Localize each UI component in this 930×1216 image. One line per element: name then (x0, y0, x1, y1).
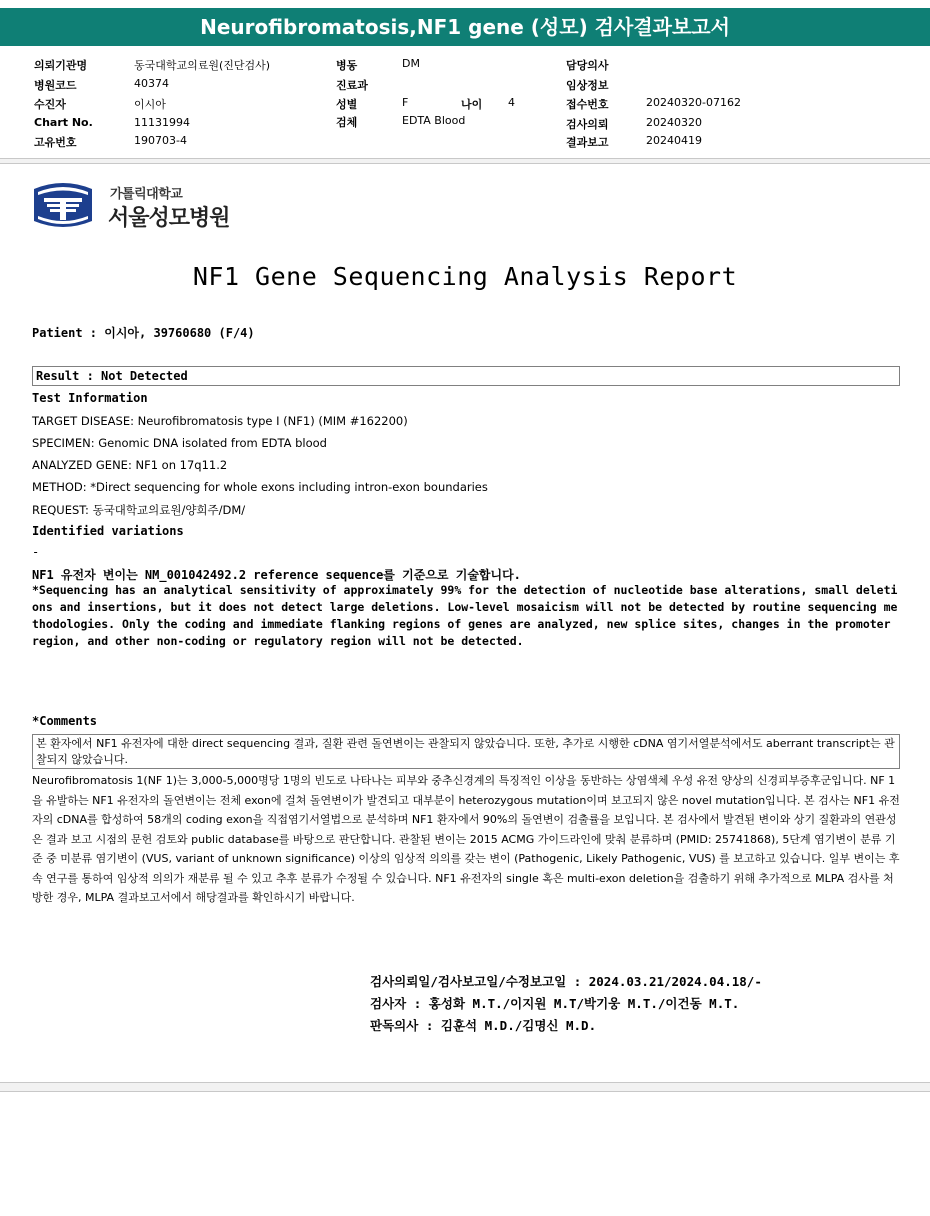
comment-summary: 본 환자에서 NF1 유전자에 대한 direct sequencing 결과, 질환 관련 돌연변이는 관찰되지 않았습니다. 또한, 추가로 시행한 cDNA 염기서열분석에서도 aberrant transcript는 관찰되지 않았습니다. (36, 737, 895, 766)
report-title: NF1 Gene Sequencing Analysis Report (192, 262, 738, 291)
technicians-line: 검사자 : 홍성화 M.T./이지원 M.T/박기웅 M.T./이건동 M.T. (370, 996, 740, 1011)
comment-box (32, 734, 900, 769)
patient-value: 이시아 (134, 98, 166, 111)
specimen-value: EDTA Blood (402, 114, 466, 127)
unique-no-value: 190703-4 (134, 134, 187, 147)
institution-label: 의뢰기관명 (34, 59, 88, 72)
hospital-code-value: 40374 (134, 77, 169, 90)
section-divider (0, 158, 930, 164)
specimen-line: SPECIMEN: Genomic DNA isolated from EDTA blood (32, 436, 327, 450)
sensitivity-note: *Sequencing has an analytical sensitivity of approximately 99% for the detection of nucleotide base alterations, small deletions and insertions, but it does not detect large deletions. Low-level mosaicism will not be detected by routine sequencing methodologies. Only the coding and immediate flanking regions of genes are analyzed, new splice sites, changes in the promoter region, and other non-coding or regulatory region will not be detected. (32, 583, 898, 648)
chart-no-label: Chart No. (34, 116, 93, 129)
report-header-title: Neurofibromatosis,NF1 gene (성모) 검사결과보고서 (200, 15, 730, 39)
test-info-heading: Test Information (32, 391, 148, 405)
age-value: 4 (508, 96, 515, 109)
clinical-label: 임상정보 (566, 79, 609, 92)
report-title-bar (0, 8, 930, 46)
patient-line: Patient : 이시아, 39760680 (F/4) (32, 326, 255, 340)
ward-label: 병동 (336, 59, 358, 72)
comments-heading: *Comments (32, 714, 98, 728)
sex-value: F (402, 96, 409, 109)
request-date-value: 20240320 (646, 116, 702, 129)
logo-subtitle: 가톨릭대학교 (110, 187, 183, 202)
doctors-line: 판독의사 : 김훈석 M.D./김명신 M.D. (370, 1018, 597, 1033)
hospital-code-label: 병원코드 (34, 79, 77, 92)
specimen-label: 검체 (336, 116, 358, 129)
result-text: Result : Not Detected (36, 369, 188, 383)
dates-line: 검사의뢰일/검사보고일/수정보고일 : 2024.03.21/2024.04.18/- (370, 974, 762, 989)
target-disease-line: TARGET DISEASE: Neurofibromatosis type I (NF1) (MIM #162200) (32, 414, 408, 428)
doctor-label: 담당의사 (566, 59, 609, 72)
reference-note: NF1 유전자 변이는 NM_001042492.2 reference sequence를 기준으로 기술합니다. (32, 568, 521, 582)
age-label: 나이 (461, 98, 483, 111)
hospital-logo (32, 181, 242, 235)
comment-body: Neurofibromatosis 1(NF 1)는 3,000-5,000명당 1명의 빈도로 나타나는 피부와 중추신경계의 특징적인 이상을 동반하는 상염색체 우성 유전 양상의 신경피부증후군입니다. NF 1을 유발하는 NF1 유전자의 돌연변이는 전체 exon에 걸쳐 돌연변이가 발견되고 대부분이 heterozygous mutation이며 보고되지 않은 novel mutation입니다. 본 검사는 NF1 유전자의 cDNA를 합성하여 58개의 coding exon을 직접염기서열법으로 분석하며 NF1 환자에서 90%의 돌연변이 검출률을 보입니다. 본 검사에서 발견된 변이와 상기 질환과의 연관성은 결과 보고 시점의 문헌 검토와 public database를 바탕으로 판단합니다. 관찰된 변이는 2015 ACMG 가이드라인에 맞춰 분류하며 (PMID: 25741868), 5단계 염기변이 분류 기준 중 미분류 염기변이 (VUS, variant of unknown significance) 이상의 임상적 의의를 갖는 변이 (Pathogenic, Likely Pathogenic, VUS) 를 보고하고 있습니다. 일부 변이는 후속 연구를 통하여 임상적 의의가 재분류 될 수 있고 추후 분류가 수정될 수 있습니다. NF1 유전자의 single 혹은 multi-exon deletion을 검출하기 위해 추가적으로 MLPA 검사를 처방한 경우, MLPA 결과보고서에서 해당결과를 확인하시기 바랍니다. (32, 774, 900, 904)
report-date-label: 결과보고 (566, 136, 609, 149)
receipt-no-value: 20240320-07162 (646, 96, 741, 109)
request-line: REQUEST: 동국대학교의료원/양희주/DM/ (32, 503, 246, 517)
identified-variations-heading: Identified variations (32, 524, 184, 538)
department-label: 진료과 (336, 79, 368, 92)
institution-value: 동국대학교의료원(진단검사) (134, 59, 271, 72)
sex-label: 성별 (336, 98, 358, 111)
analyzed-gene-line: ANALYZED GENE: NF1 on 17q11.2 (32, 458, 228, 472)
chart-no-value: 11131994 (134, 116, 190, 129)
ward-value: DM (402, 57, 420, 70)
patient-label: 수진자 (34, 98, 66, 111)
method-line: METHOD: *Direct sequencing for whole exons including intron-exon boundaries (32, 480, 488, 494)
unique-no-label: 고유번호 (34, 136, 77, 149)
hospital-emblem-icon (32, 181, 94, 231)
logo-name: 서울성모병원 (108, 206, 230, 231)
request-date-label: 검사의뢰 (566, 118, 609, 131)
receipt-no-label: 접수번호 (566, 98, 609, 111)
identified-variations-value: - (32, 545, 40, 559)
patient-info-grid (0, 52, 930, 152)
report-date-value: 20240419 (646, 134, 702, 147)
footer-divider (0, 1082, 930, 1092)
result-box (32, 366, 900, 386)
